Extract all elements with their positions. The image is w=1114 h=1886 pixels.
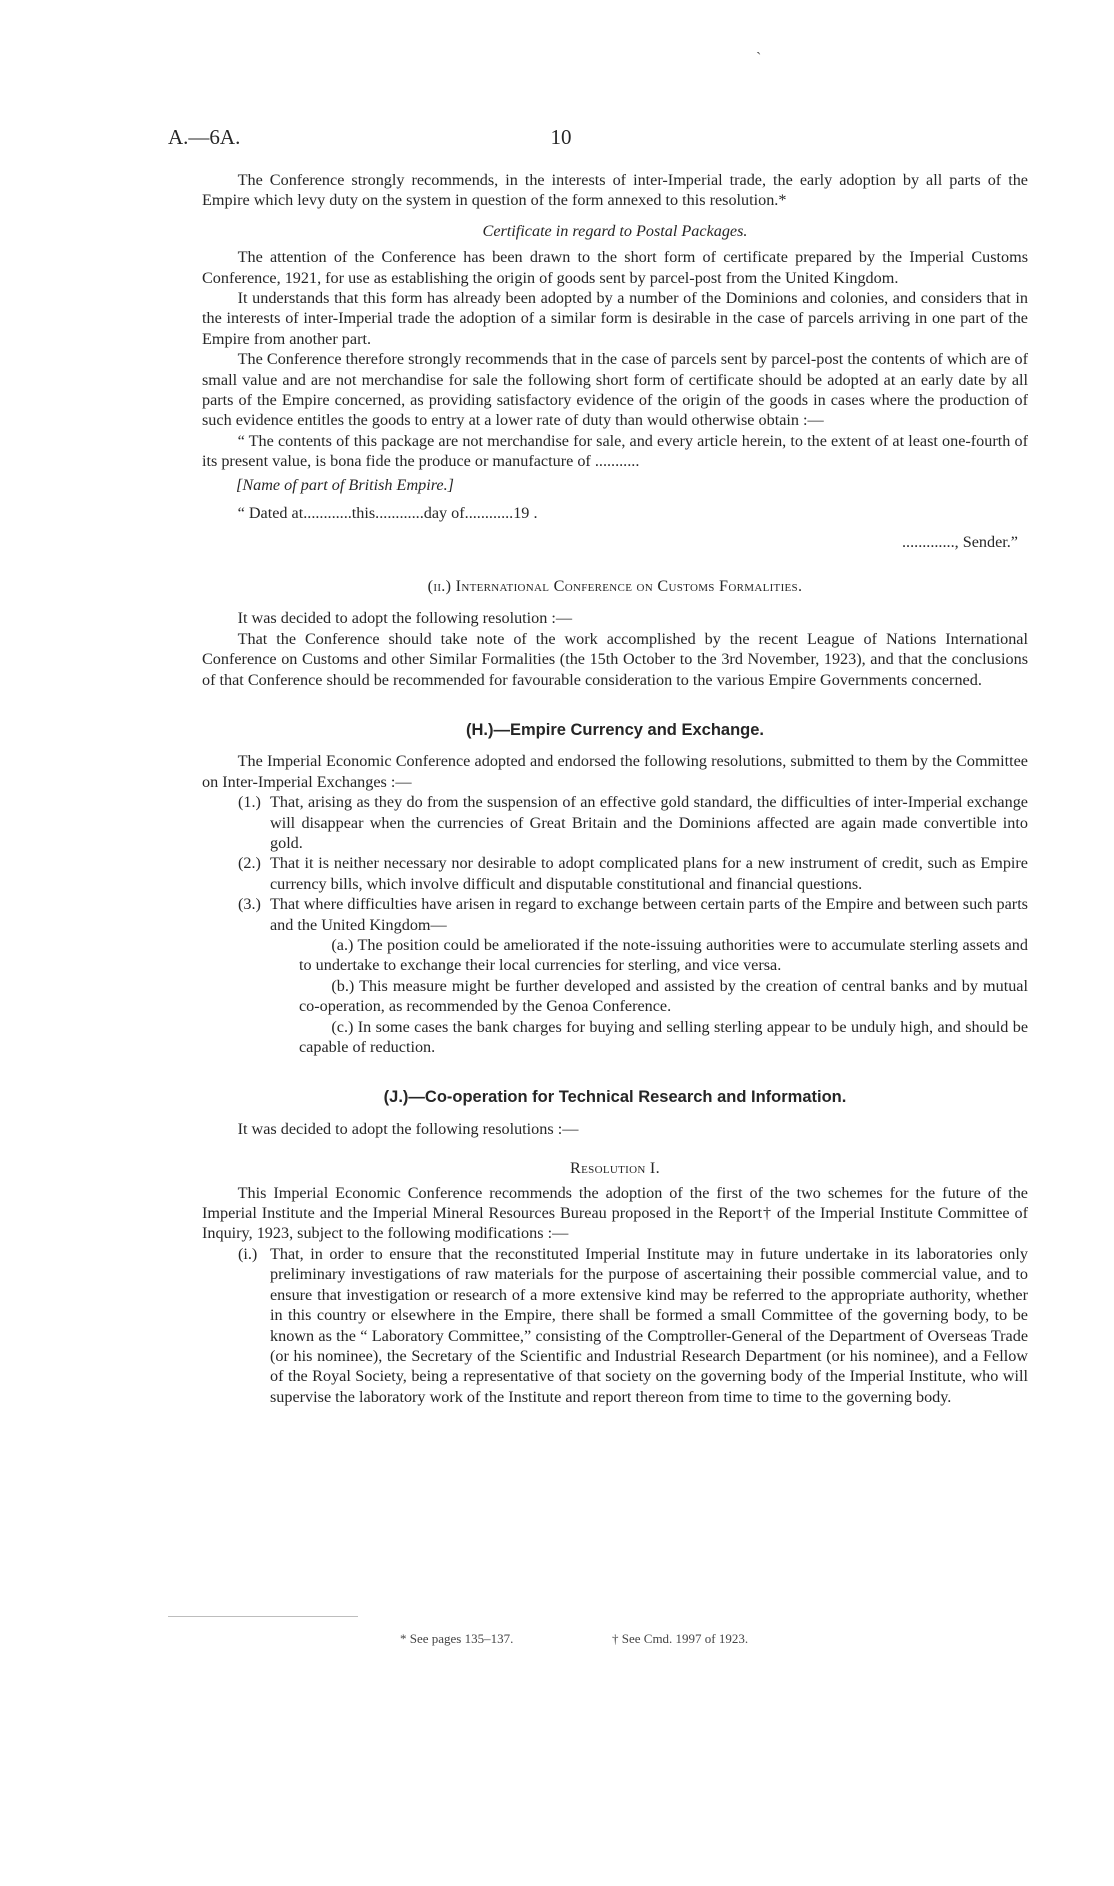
footnote-rule [168, 1616, 358, 1617]
stray-mark: ` [756, 50, 762, 67]
currency-item [238, 792, 1028, 853]
item-number: (i.) [238, 1244, 258, 1263]
customs-paragraph-1: It was decided to adopt the following resolution :— [237, 609, 573, 628]
page-body [202, 170, 1028, 1407]
item-text: That, arising as they do from the suspension of an effective gold standard, the difficulties of inter-Imperial exchange will disappear when the currencies of Great Britain and the Dominions affected are again made convertible into gold. [270, 793, 1028, 852]
customs-heading: (ii.) International Conference on Customs Formalities. [427, 576, 803, 595]
resolution-heading: Resolution I. [570, 1159, 660, 1178]
certificate-paragraph-1: The attention of the Conference has been drawn to the short form of certificate prepared by the Imperial Customs Conference, 1921, for use as establishing the origin of goods sent by parcel-post from the United Kingdom. [202, 248, 1028, 287]
certificate-dated-line: “ Dated at............this............day of............19 . [237, 504, 538, 523]
item-number: (1.) [238, 793, 261, 812]
currency-subitem-a: (a.) The position could be ameliorated if the note-issuing authorities were to accumulate sterling assets and to undertake to exchange their local currencies for sterling, and vice versa. [299, 936, 1028, 975]
customs-paragraph-2: That the Conference should take note of the work accomplished by the recent League of Nations International Conference on Customs and other Similar Formalities (the 15th October to the 3rd November, 1923), and that the conclusions of that Conference should be recommended for favourable consideration to the various Empire Governments concerned. [202, 629, 1028, 689]
document-reference: A.—6A. [168, 125, 241, 149]
certificate-heading: Certificate in regard to Postal Packages. [482, 221, 748, 240]
resolution-paragraph: This Imperial Economic Conference recommends the adoption of the first of the two schemes for the future of the Imperial Institute and the Imperial Mineral Resources Bureau proposed in the Report† of the Imperial Institute Committee of Inquiry, 1923, subject to the following modifications :— [202, 1183, 1028, 1243]
page-number: 10 [550, 125, 572, 149]
item-number: (3.) [238, 895, 261, 914]
item-text: That it is neither necessary nor desirable to adopt complicated plans for a new instrument of credit, such as Empire currency bills, which involve difficult and disputable constitutional and financial questions. [270, 854, 1028, 893]
currency-subitem-c: (c.) In some cases the bank charges for buying and selling sterling appear to be unduly high, and should be capable of reduction. [299, 1017, 1028, 1057]
certificate-name-placeholder: [Name of part of British Empire.] [236, 475, 454, 494]
currency-item [238, 894, 1028, 935]
certificate-quote: “ The contents of this package are not merchandise for sale, and every article herein, to the extent of at least one-fourth of its present value, is bona fide the produce or manufacture of ........... [202, 431, 1028, 471]
currency-item [238, 853, 1028, 894]
intro-paragraph: The Conference strongly recommends, in the interests of inter-Imperial trade, the early adoption by all parts of the Empire which levy duty on the system in question of the form annexed to this resolution.* [202, 171, 1028, 210]
item-text: That where difficulties have arisen in regard to exchange between certain parts of the Empire and between such parts and the United Kingdom— [270, 895, 1028, 934]
research-intro: It was decided to adopt the following resolutions :— [237, 1119, 579, 1138]
page-header [168, 125, 954, 153]
item-number: (2.) [238, 854, 261, 873]
research-section-title: (J.)—Co-operation for Technical Research and Information. [383, 1088, 847, 1107]
footnote-2: † See Cmd. 1997 of 1923. [612, 1631, 749, 1646]
currency-subitem-b: (b.) This measure might be further developed and assisted by the creation of central banks and by mutual co-operation, as recommended by the Genoa Conference. [299, 976, 1028, 1016]
certificate-sender-line: ............., Sender.” [902, 532, 1018, 551]
currency-intro: The Imperial Economic Conference adopted and endorsed the following resolutions, submitted to them by the Committee on Inter-Imperial Exchanges :— [202, 752, 1028, 791]
item-text: That, in order to ensure that the reconstituted Imperial Institute may in future undertake in its laboratories only preliminary investigations of raw materials for the purpose of ascertaining their possible commercial value, and to ensure that investigation or research of a more extensive kind may be referred to the appropriate authority, whether in this country or elsewhere in the Empire, there shall be formed a small Committee of the governing body, to be known as the “ Laboratory Committee,” consisting of the Comptroller-General of the Department of Overseas Trade (or his nominee), the Secretary of the Scientific and Industrial Research Department (or his nominee), and a Fellow of the Royal Society, being a representative of that society on the governing body of the Imperial Institute, who will supervise the laboratory work of the Institute and report thereon from time to time to the governing body. [270, 1244, 1028, 1406]
certificate-paragraph-3: The Conference therefore strongly recommends that in the case of parcels sent by parcel-post the contents of which are of small value and are not merchandise for sale the following short form of certificate should be adopted at an early date by all parts of the Empire concerned, as providing satisfactory evidence of the origin of the goods in cases where the production of such evidence entitles the goods to entry at a lower rate of duty than would otherwise obtain :— [202, 350, 1028, 430]
footnote-1: * See pages 135–137. [400, 1631, 514, 1646]
resolution-item [238, 1244, 1028, 1407]
currency-section-title: (H.)—Empire Currency and Exchange. [466, 720, 764, 739]
certificate-paragraph-2: It understands that this form has already been adopted by a number of the Dominions and colonies, and considers that in the interests of inter-Imperial trade the adoption of a similar form is desirable in the case of parcels arriving in one part of the Empire from another part. [202, 289, 1028, 348]
